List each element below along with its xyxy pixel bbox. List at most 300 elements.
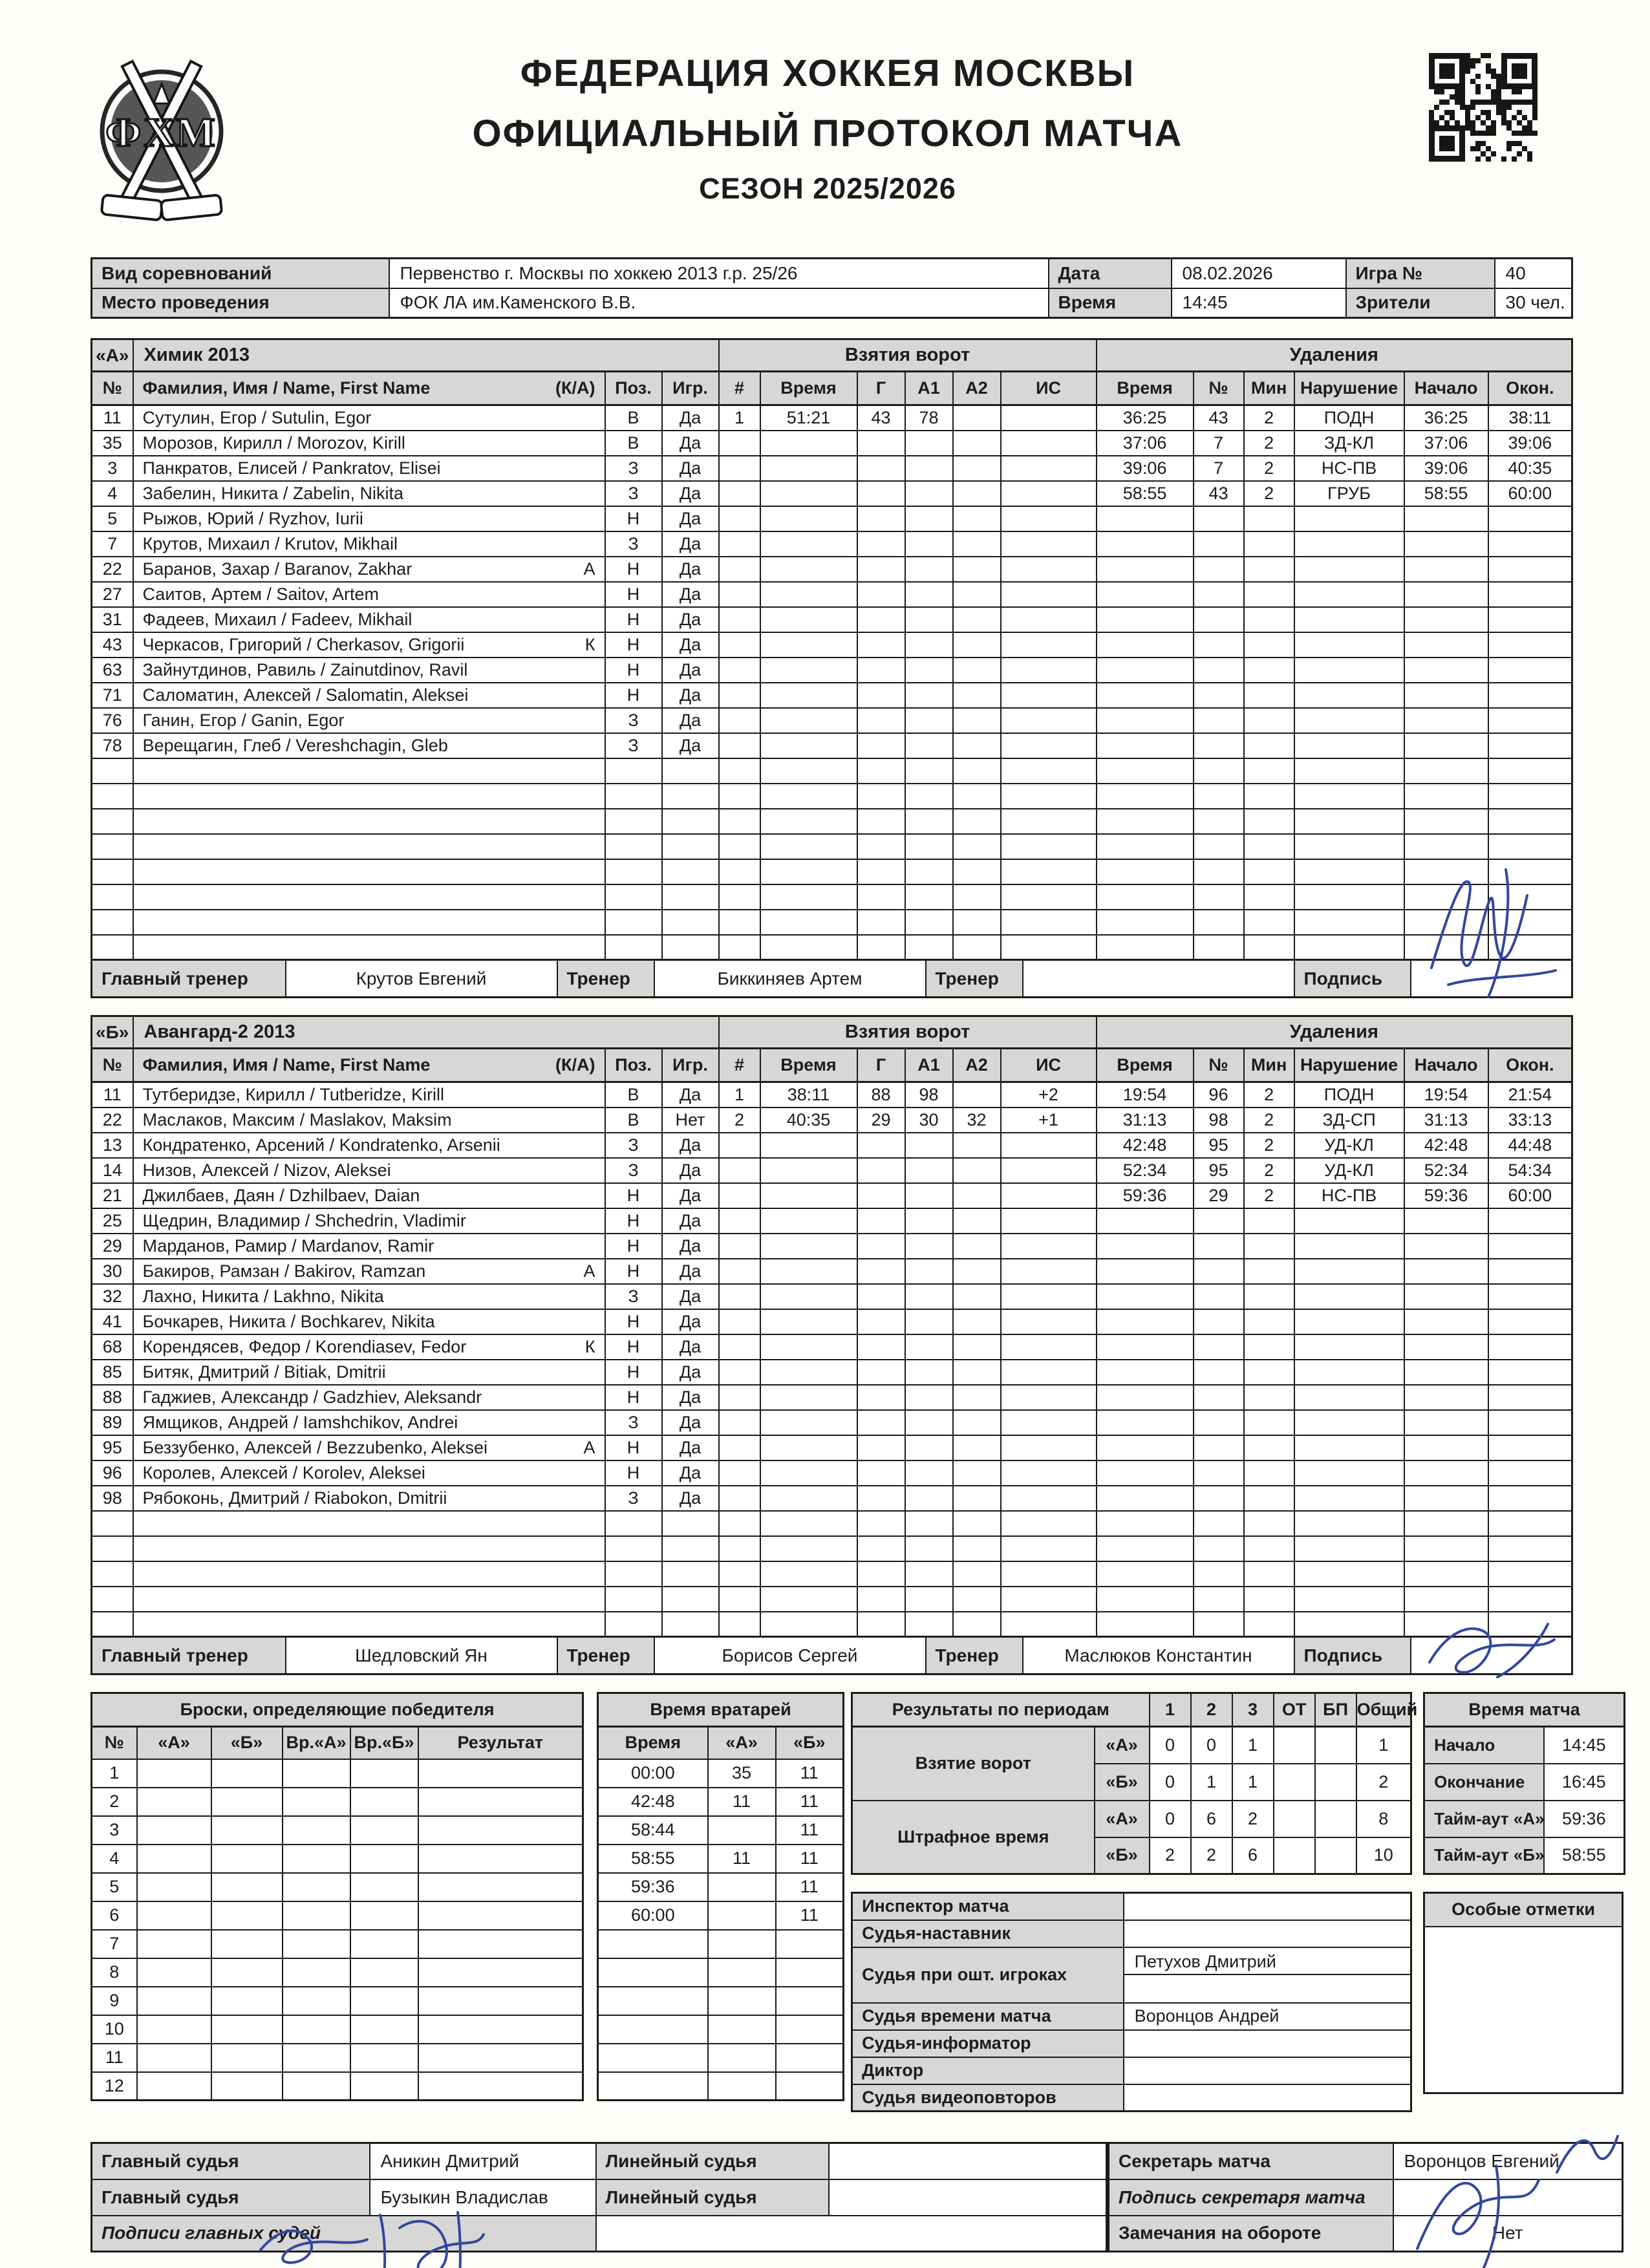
shootout-title: Броски, определяющие победителя [92, 1693, 583, 1727]
shootout-attempt: 7 [92, 1930, 137, 1958]
goal-time [760, 531, 857, 557]
player-row [92, 1486, 1572, 1511]
game-number-label: Игра № [1346, 259, 1495, 288]
goal-assist2 [953, 632, 1001, 658]
timekeeper-label: Судья времени матча [852, 2003, 1124, 2030]
shootout-attempt: 4 [92, 1845, 137, 1873]
pen-infraction: ПОДН [1294, 405, 1404, 431]
goal-assist1 [905, 733, 953, 758]
player-position [605, 859, 662, 884]
player-position: В [605, 405, 662, 431]
informer-label: Судья-информатор [852, 2030, 1124, 2057]
player-position [605, 1612, 662, 1637]
player-name [133, 784, 605, 809]
pen-infraction [1294, 1309, 1404, 1334]
player-played [662, 935, 719, 960]
match-time-row: Начало 14:45 [1424, 1727, 1625, 1764]
player-position [605, 809, 662, 834]
pen-infraction [1294, 1561, 1404, 1587]
goal-num [719, 658, 760, 683]
player-row [92, 405, 1572, 431]
player-played: Да [662, 431, 719, 456]
secretary-signature [1393, 2179, 1623, 2216]
player-name [133, 1612, 605, 1637]
player-name: Морозов, Кирилл / Morozov, Kirill [133, 431, 605, 456]
pen-time [1097, 910, 1194, 935]
pen-start [1404, 1612, 1488, 1637]
goal-assist1 [905, 431, 953, 456]
player-played: Да [662, 506, 719, 531]
linesman-name [829, 2179, 1107, 2216]
player-position [605, 935, 662, 960]
pen-time [1097, 1511, 1194, 1536]
player-row [92, 1107, 1572, 1133]
goalie-time-row [598, 1901, 844, 1930]
goal-situation [1001, 1259, 1097, 1284]
pen-infraction [1294, 1284, 1404, 1309]
player-position [605, 1587, 662, 1612]
page-header [91, 34, 1571, 238]
player-number [92, 784, 133, 809]
player-row [92, 1460, 1572, 1486]
pen-player [1194, 733, 1244, 758]
secretary-signature-icon [1550, 2127, 1622, 2179]
goal-assist2 [953, 1410, 1001, 1435]
goal-assist1 [905, 1511, 953, 1536]
pen-player: 29 [1194, 1183, 1244, 1208]
pen-min [1244, 1561, 1294, 1587]
goal-num: 2 [719, 1107, 760, 1133]
player-row [92, 1511, 1572, 1536]
pen-infraction [1294, 935, 1404, 960]
head-coach-label: Главный тренер [92, 1637, 286, 1674]
pen-player [1194, 859, 1244, 884]
spectators-label: Зрители [1346, 288, 1495, 318]
goal-situation [1001, 809, 1097, 834]
pen-end [1488, 582, 1572, 607]
goal-assist2 [953, 405, 1001, 431]
player-number: 3 [92, 456, 133, 481]
goal-time [760, 557, 857, 582]
goal-assist1 [905, 1410, 953, 1435]
goal-assist1 [905, 859, 953, 884]
goal-assist2 [953, 884, 1001, 910]
player-played: Да [662, 582, 719, 607]
goalie-b [776, 2044, 844, 2072]
player-name: Бакиров, Рамзан / Bakirov, Ramzan А [133, 1259, 605, 1284]
player-position: З [605, 456, 662, 481]
player-played: Да [662, 1183, 719, 1208]
player-row [92, 784, 1572, 809]
pen-min [1244, 859, 1294, 884]
player-number: 4 [92, 481, 133, 506]
goal-assist2 [953, 1183, 1001, 1208]
goal-scorer [857, 1385, 905, 1410]
pen-infraction [1294, 1460, 1404, 1486]
player-number [92, 859, 133, 884]
player-number: 98 [92, 1486, 133, 1511]
pen-time [1097, 1284, 1194, 1309]
goalie-a [708, 2072, 776, 2101]
goal-time [760, 1309, 857, 1334]
goal-time [760, 708, 857, 733]
pen-time [1097, 607, 1194, 632]
pen-time: 19:54 [1097, 1082, 1194, 1107]
goal-assist2 [953, 1158, 1001, 1183]
goal-num [719, 708, 760, 733]
player-name: Джилбаев, Даян / Dzhilbaev, Daian [133, 1183, 605, 1208]
pen-start: 39:06 [1404, 456, 1488, 481]
match-time-table [1423, 1692, 1625, 1875]
player-name: Щедрин, Владимир / Shchedrin, Vladimir [133, 1208, 605, 1234]
pen-start: 37:06 [1404, 431, 1488, 456]
pen-infraction [1294, 708, 1404, 733]
pen-end: 33:13 [1488, 1107, 1572, 1133]
goal-assist1 [905, 557, 953, 582]
spectators-value: 30 чел. [1495, 288, 1572, 318]
goal-assist2 [953, 859, 1001, 884]
goal-assist2 [953, 910, 1001, 935]
goal-num [719, 481, 760, 506]
player-row [92, 809, 1572, 834]
goal-assist1 [905, 1435, 953, 1460]
goalie-a [708, 1987, 776, 2015]
player-name: Баранов, Захар / Baranov, Zakhar А [133, 557, 605, 582]
pen-min [1244, 1435, 1294, 1460]
pen-player [1194, 1612, 1244, 1637]
goal-time [760, 607, 857, 632]
pen-min [1244, 1410, 1294, 1435]
pen-time: 36:25 [1097, 405, 1194, 431]
goal-time [760, 884, 857, 910]
pen-player: 98 [1194, 1107, 1244, 1133]
player-name [133, 884, 605, 910]
goal-scorer [857, 1284, 905, 1309]
goalie-time-row [598, 1816, 844, 1845]
pen-infraction: ГРУБ [1294, 481, 1404, 506]
period-results-table: Результаты по периодам 1 2 3 ОТ БП Общий Взятие ворот «А» 0 0 1 1 «Б» 0 1 1 2 Штрафное время «А» 0 6 2 8 «Б» 2 2 6 10 [851, 1692, 1412, 1875]
coach-label: Тренер [557, 1637, 654, 1674]
goal-time [760, 582, 857, 607]
pen-end [1488, 607, 1572, 632]
goal-time: 40:35 [760, 1107, 857, 1133]
pen-player [1194, 1208, 1244, 1234]
time-value: 14:45 [1172, 288, 1346, 318]
goal-num [719, 1410, 760, 1435]
pen-time [1097, 1208, 1194, 1234]
player-number: 89 [92, 1410, 133, 1435]
goal-assist2 [953, 733, 1001, 758]
pen-start [1404, 1486, 1488, 1511]
goal-scorer [857, 607, 905, 632]
player-played [662, 784, 719, 809]
player-position [605, 1536, 662, 1561]
goal-time [760, 1410, 857, 1435]
pen-infraction: УД-КЛ [1294, 1158, 1404, 1183]
shootout-row [92, 1788, 583, 1816]
player-name: Черкасов, Григорий / Cherkasov, Grigorii К [133, 632, 605, 658]
pen-time [1097, 834, 1194, 859]
goal-assist2 [953, 1284, 1001, 1309]
player-number [92, 758, 133, 784]
pen-time [1097, 1612, 1194, 1637]
secretary-sign-label: Подпись секретаря матча [1109, 2179, 1393, 2216]
pen-min [1244, 1309, 1294, 1334]
goal-assist2 [953, 582, 1001, 607]
pen-player [1194, 708, 1244, 733]
player-number [92, 1612, 133, 1637]
pen-min: 2 [1244, 405, 1294, 431]
pen-time [1097, 1385, 1194, 1410]
player-row [92, 1561, 1572, 1587]
goal-situation [1001, 531, 1097, 557]
player-row [92, 1208, 1572, 1234]
logo-text: ФХМ [105, 109, 218, 155]
venue-value: ФОК ЛА им.Каменского В.В. [389, 288, 1049, 318]
pen-start [1404, 809, 1488, 834]
player-played: Да [662, 1082, 719, 1107]
goal-scorer [857, 834, 905, 859]
title-block [226, 34, 1429, 206]
goal-assist2 [953, 431, 1001, 456]
player-name [133, 1511, 605, 1536]
goal-scorer [857, 683, 905, 708]
signature-label: Подпись [1294, 960, 1411, 998]
player-played: Да [662, 1486, 719, 1511]
player-number [92, 834, 133, 859]
goal-situation [1001, 456, 1097, 481]
goalie-a [708, 1930, 776, 1958]
player-row [92, 1385, 1572, 1410]
pen-time [1097, 758, 1194, 784]
goalie-a [708, 2015, 776, 2044]
pen-start [1404, 834, 1488, 859]
pen-time [1097, 1309, 1194, 1334]
player-position [605, 1511, 662, 1536]
player-number: 63 [92, 658, 133, 683]
goal-scorer [857, 481, 905, 506]
pen-end [1488, 859, 1572, 884]
player-position [605, 1561, 662, 1587]
player-number: 32 [92, 1284, 133, 1309]
goal-time [760, 1234, 857, 1259]
pen-time [1097, 1536, 1194, 1561]
pen-player [1194, 910, 1244, 935]
goal-time [760, 935, 857, 960]
pen-player [1194, 1385, 1244, 1410]
goal-scorer [857, 557, 905, 582]
pen-end [1488, 935, 1572, 960]
pen-start [1404, 1587, 1488, 1612]
shootout-row [92, 1759, 583, 1788]
goalie-a: 11 [708, 1845, 776, 1873]
goal-assist2 [953, 935, 1001, 960]
match-time-row: Тайм-аут «А» 59:36 [1424, 1801, 1625, 1837]
linesman-label: Линейный судья [596, 2179, 829, 2216]
pen-infraction: УД-КЛ [1294, 1133, 1404, 1158]
team-a-code: «А» [92, 339, 133, 372]
pen-min [1244, 1536, 1294, 1561]
goal-time [760, 1460, 857, 1486]
pen-infraction [1294, 683, 1404, 708]
goal-scorer [857, 658, 905, 683]
goalie-a: 35 [708, 1759, 776, 1788]
pen-infraction [1294, 1208, 1404, 1234]
player-position: Н [605, 1385, 662, 1410]
goal-situation [1001, 1536, 1097, 1561]
player-name: Сутулин, Егор / Sutulin, Egor [133, 405, 605, 431]
goalie-b [776, 2072, 844, 2101]
pen-end: 40:35 [1488, 456, 1572, 481]
player-played [662, 809, 719, 834]
player-position: Н [605, 658, 662, 683]
pen-start [1404, 1334, 1488, 1360]
goal-situation [1001, 1511, 1097, 1536]
penalties-section-title: Удаления [1097, 339, 1572, 372]
pen-min: 2 [1244, 1158, 1294, 1183]
player-played: Да [662, 658, 719, 683]
pen-player [1194, 632, 1244, 658]
goal-assist2 [953, 1612, 1001, 1637]
pen-start: 58:55 [1404, 481, 1488, 506]
player-name: Ганин, Егор / Ganin, Egor [133, 708, 605, 733]
penalty-judge-values: Петухов Дмитрий [1124, 1947, 1411, 2003]
player-name: Саитов, Артем / Saitov, Artem [133, 582, 605, 607]
pen-start [1404, 1234, 1488, 1259]
goal-situation [1001, 1410, 1097, 1435]
pen-start [1404, 935, 1488, 960]
pen-min [1244, 784, 1294, 809]
team-a-name: Химик 2013 [133, 339, 719, 372]
player-played: Да [662, 405, 719, 431]
pen-time [1097, 1360, 1194, 1385]
player-name: Гаджиев, Александр / Gadzhiev, Aleksandr [133, 1385, 605, 1410]
goalie-a [708, 1873, 776, 1901]
secretary-label: Секретарь матча [1109, 2143, 1393, 2179]
col-played: Игр. [662, 372, 719, 405]
pen-infraction [1294, 784, 1404, 809]
pen-player [1194, 758, 1244, 784]
goalie-b [776, 1958, 844, 1987]
pen-player [1194, 658, 1244, 683]
team-a-coaches [91, 959, 1573, 998]
player-row [92, 582, 1572, 607]
pen-min [1244, 506, 1294, 531]
pen-infraction [1294, 1511, 1404, 1536]
pen-end [1488, 758, 1572, 784]
penalties-section-title: Удаления [1097, 1016, 1572, 1049]
player-position: В [605, 1082, 662, 1107]
pen-start [1404, 582, 1488, 607]
player-name: Забелин, Никита / Zabelin, Nikita [133, 481, 605, 506]
pen-time [1097, 506, 1194, 531]
player-position [605, 834, 662, 859]
coach-label: Тренер [557, 960, 654, 998]
goal-num [719, 1234, 760, 1259]
player-position: З [605, 1486, 662, 1511]
goal-time [760, 1334, 857, 1360]
pen-end: 39:06 [1488, 431, 1572, 456]
player-played [662, 1612, 719, 1637]
pen-min [1244, 557, 1294, 582]
goal-time [760, 481, 857, 506]
player-played: Да [662, 456, 719, 481]
player-played: Да [662, 708, 719, 733]
goal-num [719, 1587, 760, 1612]
goal-situation [1001, 1587, 1097, 1612]
remarks-value: Нет [1393, 2216, 1623, 2252]
goal-assist1 [905, 456, 953, 481]
player-row [92, 1334, 1572, 1360]
pen-start [1404, 1284, 1488, 1309]
captain-mark: К [584, 634, 595, 654]
pen-end [1488, 1561, 1572, 1587]
goal-assist2 [953, 1385, 1001, 1410]
goal-scorer [857, 1460, 905, 1486]
goal-time [760, 1536, 857, 1561]
qr-finder-icon [1501, 53, 1538, 89]
goalie-b [776, 2015, 844, 2044]
player-position: З [605, 531, 662, 557]
pen-start [1404, 1309, 1488, 1334]
goal-time [760, 809, 857, 834]
goal-assist1 [905, 834, 953, 859]
goal-assist2 [953, 1133, 1001, 1158]
player-position: Н [605, 1360, 662, 1385]
pen-time [1097, 708, 1194, 733]
player-played: Да [662, 1133, 719, 1158]
pen-start: 52:34 [1404, 1158, 1488, 1183]
pen-min [1244, 935, 1294, 960]
remarks-label: Замечания на обороте [1109, 2216, 1393, 2252]
player-row [92, 632, 1572, 658]
pen-player [1194, 1561, 1244, 1587]
pen-player [1194, 1410, 1244, 1435]
player-position: Н [605, 1234, 662, 1259]
goal-assist1 [905, 1486, 953, 1511]
pen-time: 59:36 [1097, 1183, 1194, 1208]
pen-start [1404, 632, 1488, 658]
pen-min: 2 [1244, 481, 1294, 506]
pen-player [1194, 935, 1244, 960]
goal-time [760, 658, 857, 683]
goal-scorer [857, 1234, 905, 1259]
pen-min [1244, 708, 1294, 733]
competition-label: Вид соревнований [92, 259, 389, 288]
coach-label: Тренер [926, 960, 1023, 998]
pen-min [1244, 1284, 1294, 1309]
pen-infraction [1294, 1234, 1404, 1259]
competition-value: Первенство г. Москвы по хоккею 2013 г.р. 25/26 [389, 259, 1049, 288]
pen-min [1244, 683, 1294, 708]
head-referee-label: Главный судья [92, 2143, 370, 2179]
referee-signatures-cell: Подписи главных судей [92, 2216, 596, 2252]
goal-scorer [857, 1158, 905, 1183]
goal-scorer [857, 1587, 905, 1612]
goal-assist1 [905, 1234, 953, 1259]
goal-situation [1001, 708, 1097, 733]
player-row [92, 557, 1572, 582]
goal-time [760, 733, 857, 758]
goal-num [719, 1511, 760, 1536]
player-row [92, 1082, 1572, 1107]
doc-title: ОФИЦИАЛЬНЫЙ ПРОТОКОЛ МАТЧА [472, 112, 1183, 155]
goalie-time-row [598, 1788, 844, 1816]
goalie-b [776, 1930, 844, 1958]
goal-num [719, 531, 760, 557]
goalie-a [708, 2044, 776, 2072]
goal-time: 38:11 [760, 1082, 857, 1107]
